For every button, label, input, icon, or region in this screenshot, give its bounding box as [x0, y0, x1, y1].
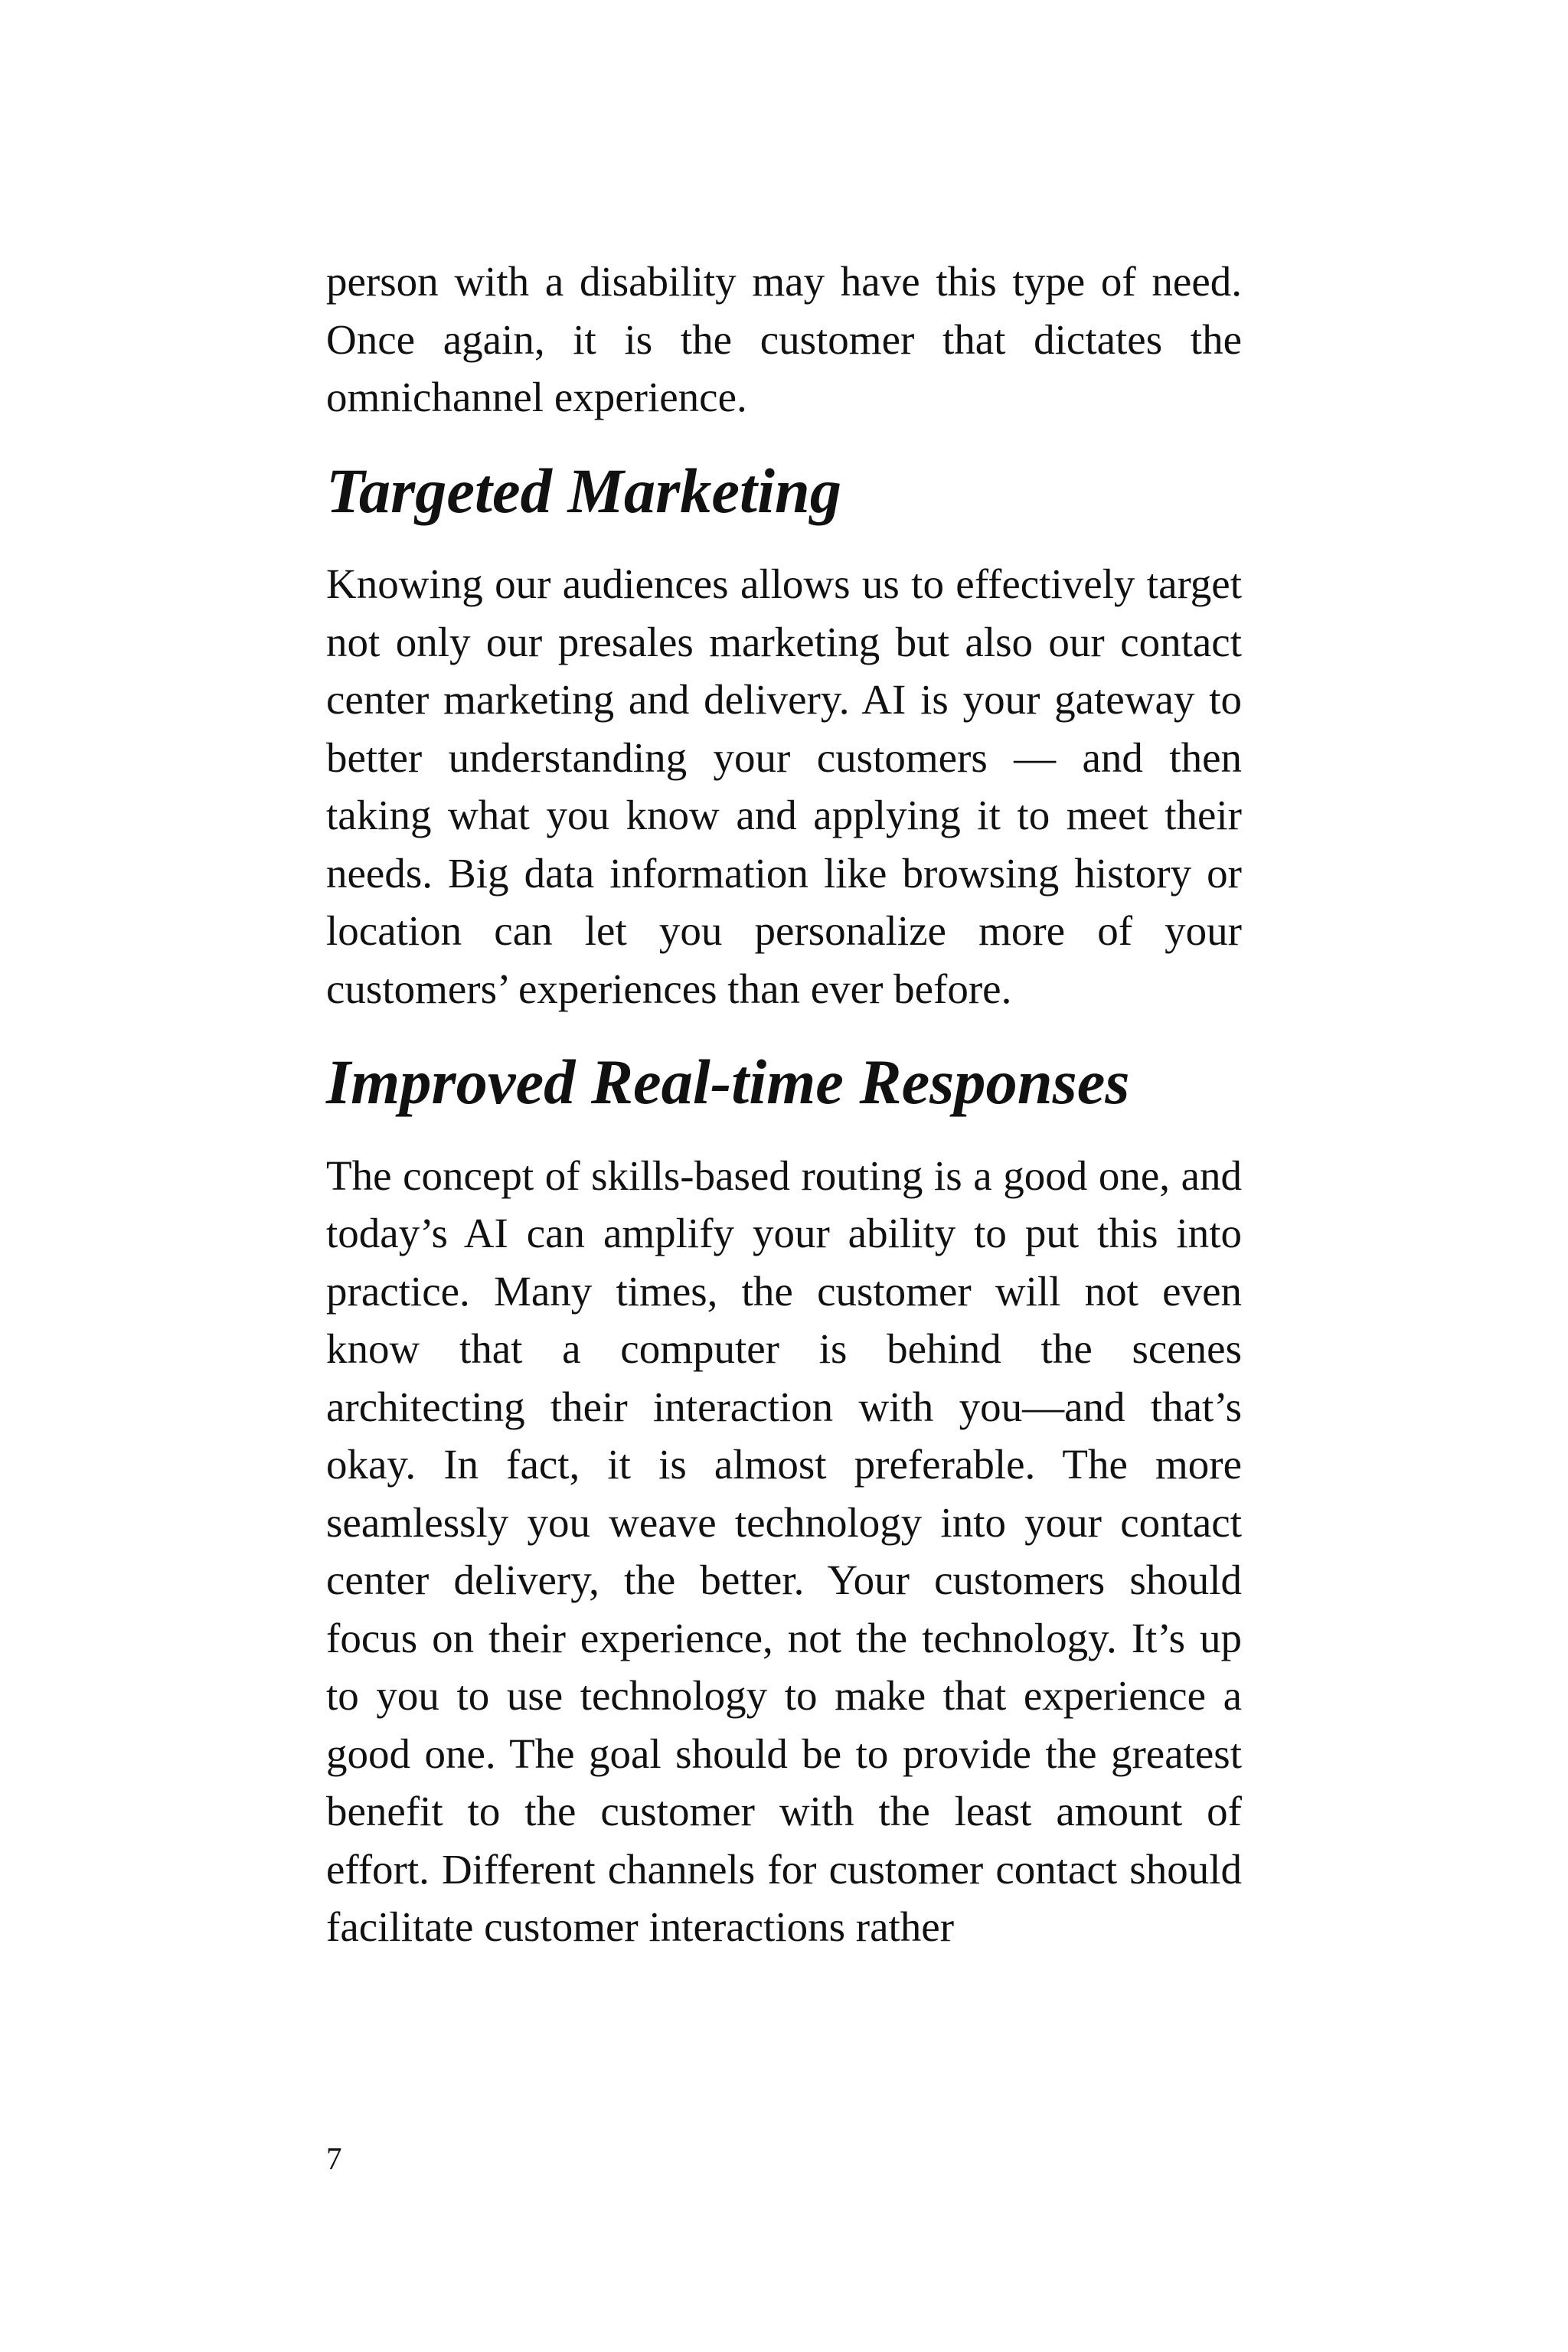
paragraph-improved-real-time-responses: The concept of skills-based routing is a good one, and today’s AI can amplify your ability to put this into practice. Many times, the customer will not even know that a computer is behind the scenes architecting their interaction with you—and that’s okay. In fact, it is almost preferable. The more seamlessly you weave technology into your contact center delivery, the better. Your customers should focus on their experience, not the technology. It’s up to you to use technology to make that experience a good one. The goal should be to provide the greatest benefit to the customer with the least amount of effort. Different channels for customer contact should facilitate customer interactions rather: [326, 1152, 1242, 1950]
paragraph-targeted-marketing: Knowing our audiences allows us to effectively target not only our presales marketing but also our contact center marketing and delivery. AI is your gateway to better understanding your customers — and then taking what you know and applying it to meet their needs. Big data information like browsing history or location can let you personalize more of your customers’ experiences than ever before.: [326, 560, 1242, 1012]
page-body: [326, 253, 1242, 1956]
section-heading-targeted-marketing: Targeted Marketing: [326, 455, 842, 526]
section-heading-improved-real-time-responses: Improved Real-time Responses: [326, 1047, 1130, 1117]
paragraph-intro: person with a disability may have this type of need. Once again, it is the customer that dictates the omnichannel experience.: [326, 258, 1242, 420]
page-number: 7: [326, 2141, 342, 2176]
